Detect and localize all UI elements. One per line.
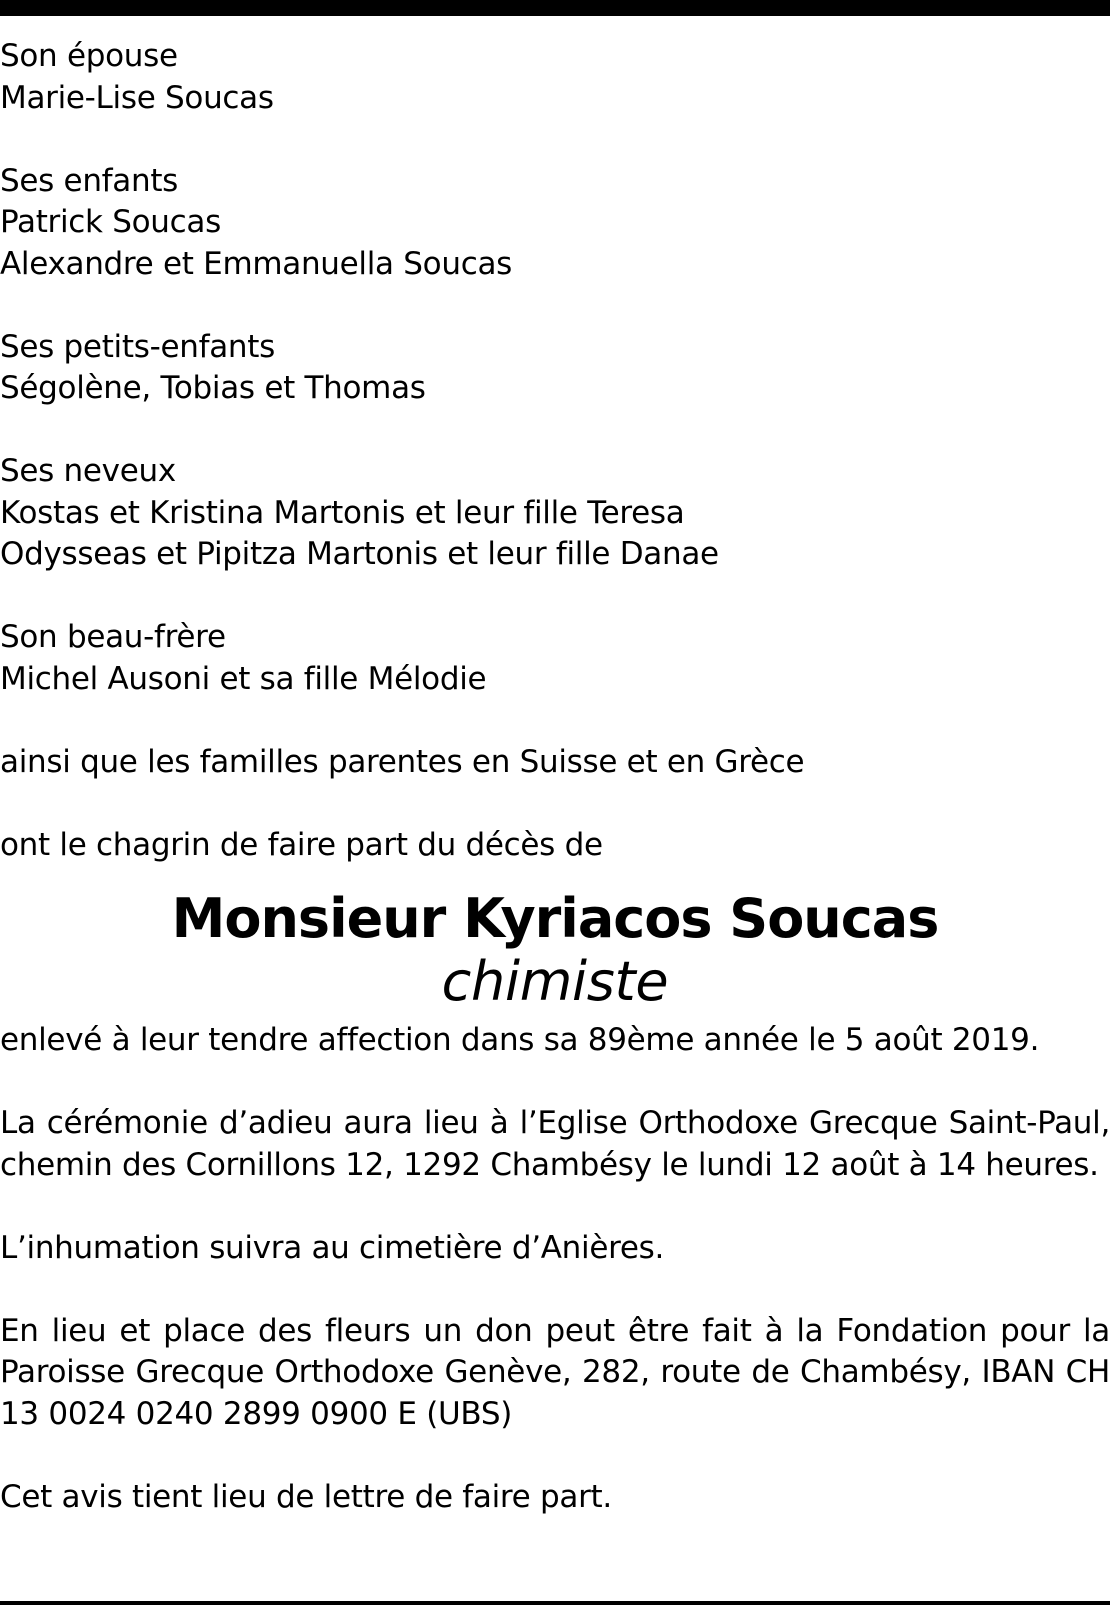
relation-label: Son beau-frère (0, 619, 226, 655)
relation-label: Son épouse (0, 38, 178, 74)
spacer (0, 1062, 1110, 1104)
family-group-spouse (0, 36, 1110, 119)
deceased-name: Monsieur Kyriacos Soucas (171, 887, 939, 950)
spacer (0, 285, 1110, 327)
closing-text: Cet avis tient lieu de lettre de faire part. (0, 1478, 612, 1515)
family-member: Patrick Soucas (0, 204, 221, 240)
spacer (0, 119, 1110, 161)
family-member: Odysseas et Pipitza Martonis et leur fille Danae (0, 536, 719, 572)
announcement-text: ont le chagrin de faire part du décès de (0, 826, 603, 863)
extended-family-text: ainsi que les familles parentes en Suisse et en Grèce (0, 743, 805, 780)
ceremony-text: La cérémonie d’adieu aura lieu à l’Eglise Orthodoxe Grecque Saint-Paul, chemin des Cornillons 12, 1292 Chambésy le lundi 12 août à 14 heures. (0, 1105, 1110, 1183)
spacer (0, 1435, 1110, 1477)
family-member: Marie-Lise Soucas (0, 79, 274, 116)
family-group-nephews (0, 451, 1110, 576)
family-group-brother-in-law (0, 617, 1110, 700)
burial-text: L’inhumation suivra au cimetière d’Anières. (0, 1229, 665, 1266)
family-group-children (0, 161, 1110, 286)
relation-label: Ses neveux (0, 453, 176, 489)
relation-label: Ses enfants (0, 162, 179, 199)
family-member: Ségolène, Tobias et Thomas (0, 370, 426, 406)
spacer (0, 1186, 1110, 1228)
top-border-rule (0, 0, 1110, 16)
relation-label: Ses petits-enfants (0, 328, 275, 365)
family-member: Michel Ausoni et sa fille Mélodie (0, 660, 487, 697)
bottom-border-rule (0, 1601, 1110, 1605)
spacer (0, 700, 1110, 742)
family-group-grandchildren (0, 327, 1110, 410)
spacer (0, 576, 1110, 618)
family-member: Alexandre et Emmanuella Soucas (0, 245, 512, 282)
donation-text: En lieu et place des fleurs un don peut être fait à la Fondation pour la Paroisse Grecque Orthodoxe Genève, 282, route de Chambésy, IBAN CH 13 0024 0240 2899 0900 E (UBS) (0, 1312, 1110, 1432)
spacer (0, 410, 1110, 452)
deceased-profession: chimiste (441, 950, 669, 1013)
family-member: Kostas et Kristina Martonis et leur fille Teresa (0, 494, 685, 531)
obituary-notice (0, 36, 1110, 1518)
spacer (0, 783, 1110, 825)
spacer (0, 1269, 1110, 1311)
death-notice-text: enlevé à leur tendre affection dans sa 89ème année le 5 août 2019. (0, 1022, 1040, 1058)
